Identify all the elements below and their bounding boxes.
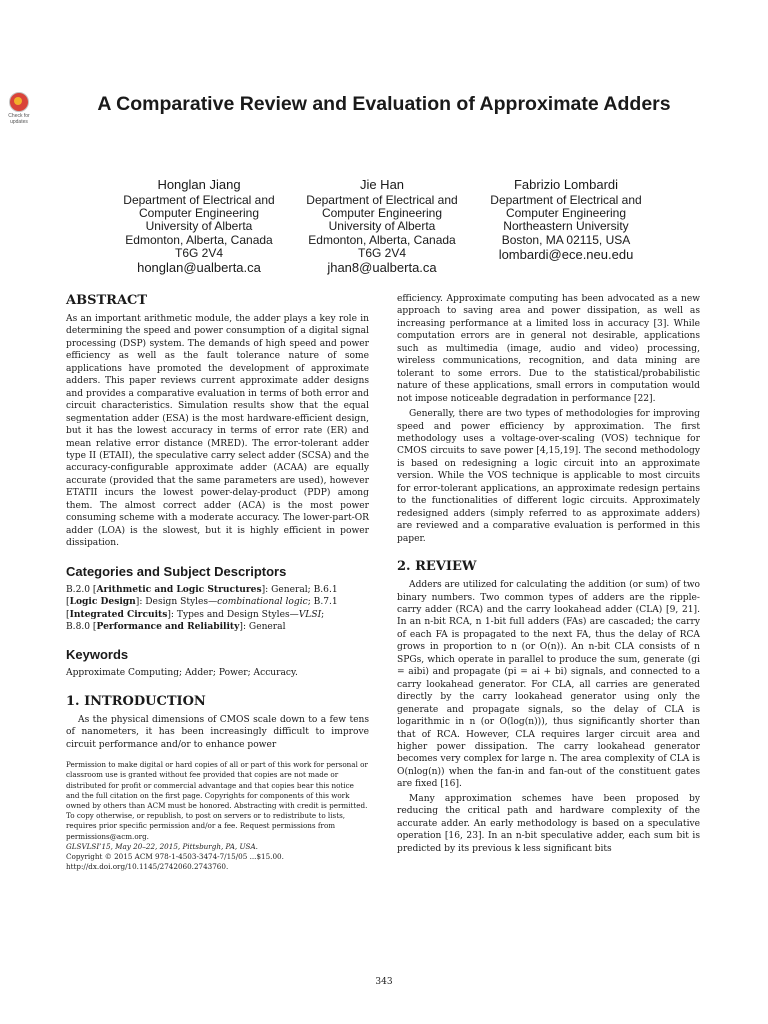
crossmark-icon <box>9 92 29 112</box>
abstract-heading: ABSTRACT <box>66 293 148 308</box>
adders-text: Adders are utilized for calculating the addition (or sum) of two binary numbers. Two common types of adders are the ripple-carry adder (RCA) and the carry lookahead adder (CLA) [9, 21]. In an n-bit RCA, n 1-bit full adders (FAs) are cascaded; the carry of each FA is propagated to the next FA, thus the delay of RCA grows in proportion to n (or O(n)). An n-bit CLA consists of n SPGs, which operate in parallel to produce the sum, generate (gi = aibi) and propagate (pi = ai + bi) signals, and connected to a carry lookahead generator. For CLA, all carries are generated directly by the carry lookahead generator using only the generate and propagate signals, so the delay of CLA is logarithmic in n (or O(log(n))), thus significantly shorter than that of RCA. However, CLA requires larger circuit area and higher power dissipation. The carry lookahead generator becomes very complex for large n. The area complexity of CLA is O(nlog(n)) when the fan-in and fan-out of the constituent gates are fixed [16]. <box>397 580 700 790</box>
right-column <box>397 293 700 855</box>
categories-heading: Categories and Subject Descriptors <box>66 563 287 579</box>
author-city: Boston, MA 02115, USA <box>501 232 631 247</box>
left-column <box>66 293 369 872</box>
author-name: Honglan Jiang <box>157 177 241 192</box>
author-block-1 <box>111 178 287 275</box>
author-email[interactable]: honglan@ualberta.ca <box>137 260 261 276</box>
author-email[interactable]: lombardi@ece.neu.edu <box>498 246 634 262</box>
author-postcode: T6G 2V4 <box>357 245 407 260</box>
author-univ: University of Alberta <box>145 219 253 234</box>
author-postcode: T6G 2V4 <box>174 245 224 260</box>
categories-text: B.2.0 [Arithmetic and Logic Structures]: General; B.6.1 [Logic Design]: Design Styles—combinational logic; B.7.1 [Integrated Circuits]: Types and Design Styles—VLSI; B.8.0 [Performance and Reliability]: General <box>66 583 338 632</box>
keywords-heading: Keywords <box>66 647 129 663</box>
abstract-text: As an important arithmetic module, the adder plays a key role in determining the speed and power consumption of a digital signal processing (DSP) system. The demands of high speed and power efficiency as well as the fault tolerance nature of some applications have promoted the development of approximate adders. This paper reviews current approximate adder designs and provides a comparative evaluation in terms of both error and circuit characteristics. Simulation results show that the equal segmentation adder (ESA) is the most hardware-efficient design, but it has the lowest accuracy in terms of error rate (ER) and mean relative error distance (MRED). The error-tolerant adder type II (ETAII), the speculative carry select adder (SCSA) and the accuracy-configurable approximate adder (ACAA) are equally accurate (provided that the same parameters are used), however ETATII incurs the lowest power-delay-product (PDP) among them. The almost correct adder (ACA) is the most power consuming scheme with a moderate accuracy. The lower-part-OR adder (LOA) is the slowest, but it is highly efficient in power dissipation. <box>66 314 369 549</box>
author-univ: University of Alberta <box>328 219 436 234</box>
review-heading: 2. REVIEW <box>397 559 477 575</box>
introduction-text: As the physical dimensions of CMOS scale down to a few tens of nanometers, it has been increasingly difficult to improve circuit performance and/or to enhance power <box>66 714 369 750</box>
approximation-schemes-text: Many approximation schemes have been proposed by reducing the critical path and hardware complexity of the accurate adder. An early methodology is based on a speculative operation [16, 23]. In an n-bit speculative adder, each sum bit is predicted by its previous k less significant bits <box>397 793 700 854</box>
permission-text: Permission to make digital or hard copies of all or part of this work for personal or classroom use is granted without fee provided that copies are not made or distributed for profit or commercial advantage and that copies bear this notice and the full citation on the first page. Copyrights for components of this work owned by others than ACM must be honored. Abstracting with credit is permitted. To copy otherwise, or republish, to post on servers or to redistribute to lists, requires prior specific permission and/or a fee. Request permissions from permissions@acm.org. <box>66 760 368 841</box>
author-dept: Department of Electrical and Computer Engineering <box>490 193 642 221</box>
keywords-text: Approximate Computing; Adder; Power; Accuracy. <box>66 668 298 679</box>
copyright-line: Copyright © 2015 ACM 978-1-4503-3474-7/15/05 ...$15.00. <box>66 852 284 862</box>
paper-title: A Comparative Review and Evaluation of Approximate Adders <box>97 93 671 115</box>
author-block-2 <box>294 178 470 275</box>
author-name: Fabrizio Lombardi <box>513 177 619 192</box>
author-city: Edmonton, Alberta, Canada <box>308 232 456 247</box>
introduction-heading: 1. INTRODUCTION <box>66 693 206 709</box>
author-email[interactable]: jhan8@ualberta.ca <box>327 260 437 276</box>
permission-footnote <box>66 760 369 872</box>
author-name: Jie Han <box>359 177 405 192</box>
author-city: Edmonton, Alberta, Canada <box>125 232 273 247</box>
author-dept: Department of Electrical and Computer Engineering <box>123 193 275 221</box>
author-univ: Northeastern University <box>503 219 629 234</box>
page-number: 343 <box>375 977 393 987</box>
check-for-updates-badge[interactable] <box>6 92 32 125</box>
author-dept: Department of Electrical and Computer Engineering <box>306 193 458 221</box>
author-block-3 <box>478 178 654 262</box>
methodologies-text: Generally, there are two types of methodologies for improving speed and power efficiency by approximation. The first methodology uses a voltage-over-scaling (VOS) technique for CMOS circuits to save power [4,15,19]. The second methodology is based on redesigning a logic circuit into an approximate version. While the VOS technique is applicable to most circuits for error-tolerant applications, an approximate redesign pertains to the functionalities of different logic circuits. Approximately redesigned adders (simply referred to as approximate adders) are reviewed and a comparative evaluation is performed in this paper. <box>397 409 700 544</box>
badge-label: Check for updates <box>8 113 30 125</box>
intro-continued-text: efficiency. Approximate computing has been advocated as a new approach to saving area and power dissipation, as well as increasing performance at a limited loss in accuracy [3]. While computation errors are in general not desirable, applications such as multimedia (image, audio and video) processing, wireless communications, recognition, and data mining are tolerant to some errors. Due to the statistical/probabilistic nature of these applications, small errors in computation would not impose noticeable degradation in performance [22]. <box>397 294 700 404</box>
conference-info: GLSVLSI’15, May 20–22, 2015, Pittsburgh, PA, USA. <box>66 841 258 851</box>
doi-link[interactable]: http://dx.doi.org/10.1145/2742060.2743760. <box>66 862 229 872</box>
